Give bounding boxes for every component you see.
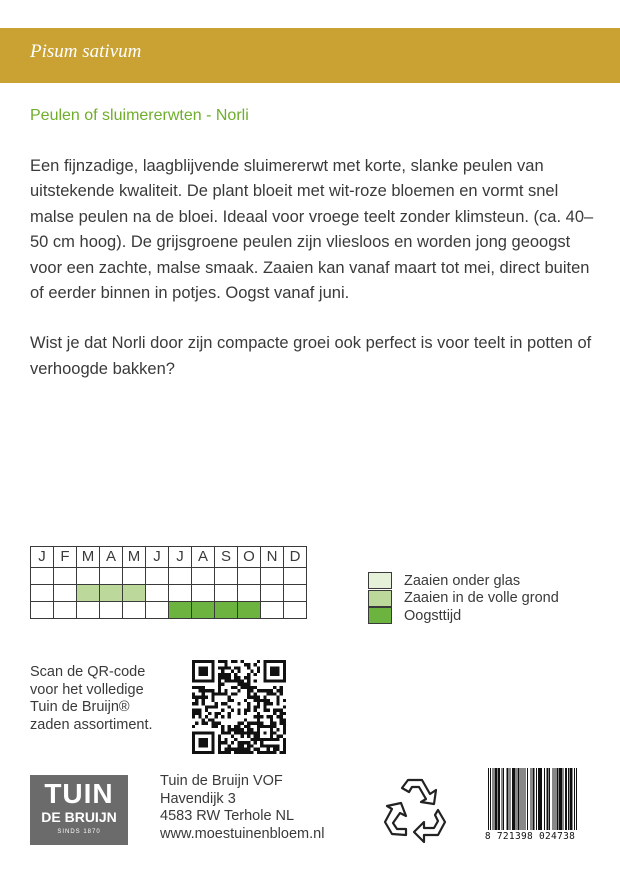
logo-line-1: TUIN — [44, 778, 114, 809]
product-subtitle: Peulen of sluimererwten - Norli — [30, 107, 249, 124]
month-label: S — [215, 547, 238, 568]
calendar-cell — [146, 602, 169, 619]
legend-item-glas — [368, 572, 559, 590]
calendar-cell — [169, 585, 192, 602]
calendar-cell — [238, 602, 261, 619]
barcode-icon — [486, 768, 580, 830]
calendar-cell — [123, 585, 146, 602]
calendar-cell — [192, 602, 215, 619]
qr-code-icon[interactable] — [192, 660, 286, 754]
month-label: A — [100, 547, 123, 568]
description-paragraph-1: Een fijnzadige, laagblijvende sluimererwt met korte, slanke peulen van uitstekende kwaliteit. De plant bloeit met wit-roze bloemen en vormt snel malse peulen na de bloei. Ideaal voor vroege teelt zonder klimsteun. (ca. 40–50 cm hoog). De grijsgroene peulen zijn vliesloos en worden jong geoogst voor een zachte, malse smaak. Zaaien kan vanaf maart tot mei, direct buiten of eerder binnen in potjes. Oogst vanaf juni. — [30, 157, 594, 303]
logo-line-3: SINDS 1870 — [57, 829, 101, 835]
calendar-cell — [215, 585, 238, 602]
calendar-cell — [123, 568, 146, 585]
legend-swatch-oogst — [368, 607, 392, 624]
sowing-calendar — [30, 546, 307, 619]
calendar-cell — [77, 568, 100, 585]
calendar-cell — [31, 568, 54, 585]
calendar-header-row — [31, 547, 307, 568]
qr-text-line: zaden assortiment. — [30, 716, 153, 733]
calendar-cell — [77, 602, 100, 619]
calendar-cell — [261, 585, 284, 602]
product-description — [30, 154, 600, 382]
calendar-cell — [100, 585, 123, 602]
legend-item-oogst — [368, 607, 559, 625]
calendar-cell — [238, 568, 261, 585]
calendar-cell — [169, 568, 192, 585]
calendar-cell — [77, 585, 100, 602]
calendar-legend — [368, 572, 559, 625]
qr-text-line: voor het volledige — [30, 681, 144, 698]
calendar-cell — [31, 585, 54, 602]
calendar-cell — [100, 568, 123, 585]
legend-swatch-grond — [368, 590, 392, 607]
brand-logo — [30, 775, 128, 845]
month-label: M — [77, 547, 100, 568]
calendar-cell — [261, 602, 284, 619]
legend-label-grond: Zaaien in de volle grond — [404, 590, 559, 607]
calendar-cell — [238, 585, 261, 602]
company-address — [160, 773, 324, 843]
month-label: J — [146, 547, 169, 568]
month-label: M — [123, 547, 146, 568]
month-label: J — [169, 547, 192, 568]
calendar-cell — [169, 602, 192, 619]
calendar-cell — [54, 585, 77, 602]
legend-item-grond — [368, 590, 559, 608]
company-name: Tuin de Bruijn VOF — [160, 773, 283, 789]
qr-text-line: Scan de QR-code — [30, 664, 146, 680]
calendar-cell — [146, 585, 169, 602]
month-label: A — [192, 547, 215, 568]
calendar-cell — [146, 568, 169, 585]
legend-swatch-glas — [368, 572, 392, 589]
month-label: J — [31, 547, 54, 568]
month-label: N — [261, 547, 284, 568]
calendar-cell — [284, 602, 307, 619]
company-website[interactable]: www.moestuinenbloem.nl — [160, 825, 325, 842]
qr-instructions — [30, 664, 153, 734]
calendar-cell — [215, 602, 238, 619]
calendar-cell — [192, 585, 215, 602]
calendar-cell — [215, 568, 238, 585]
calendar-cell — [192, 568, 215, 585]
qr-text-line: Tuin de Bruijn® — [30, 699, 130, 715]
calendar-cell — [31, 602, 54, 619]
legend-label-glas: Zaaien onder glas — [404, 572, 521, 589]
calendar-row-glas — [31, 568, 307, 585]
month-label: O — [238, 547, 261, 568]
calendar-cell — [284, 585, 307, 602]
legend-label-oogst: Oogsttijd — [404, 607, 462, 624]
calendar-row-oogst — [31, 602, 307, 619]
calendar-cell — [284, 568, 307, 585]
company-city: 4583 RW Terhole NL — [160, 808, 295, 824]
calendar-row-grond — [31, 585, 307, 602]
calendar-cell — [123, 602, 146, 619]
calendar-cell — [261, 568, 284, 585]
month-label: F — [54, 547, 77, 568]
month-label: D — [284, 547, 307, 568]
barcode-number: 8 721398 024738 — [484, 831, 576, 842]
calendar-cell — [54, 602, 77, 619]
calendar-cell — [54, 568, 77, 585]
logo-line-2: DE BRUIJN — [41, 809, 117, 825]
calendar-cell — [100, 602, 123, 619]
latin-name: Pisum sativum — [30, 41, 142, 62]
description-paragraph-2: Wist je dat Norli door zijn compacte groei ook perfect is voor teelt in potten of verhoogde bakken? — [30, 334, 592, 378]
company-street: Havendijk 3 — [160, 790, 236, 807]
recycle-icon — [378, 772, 452, 844]
